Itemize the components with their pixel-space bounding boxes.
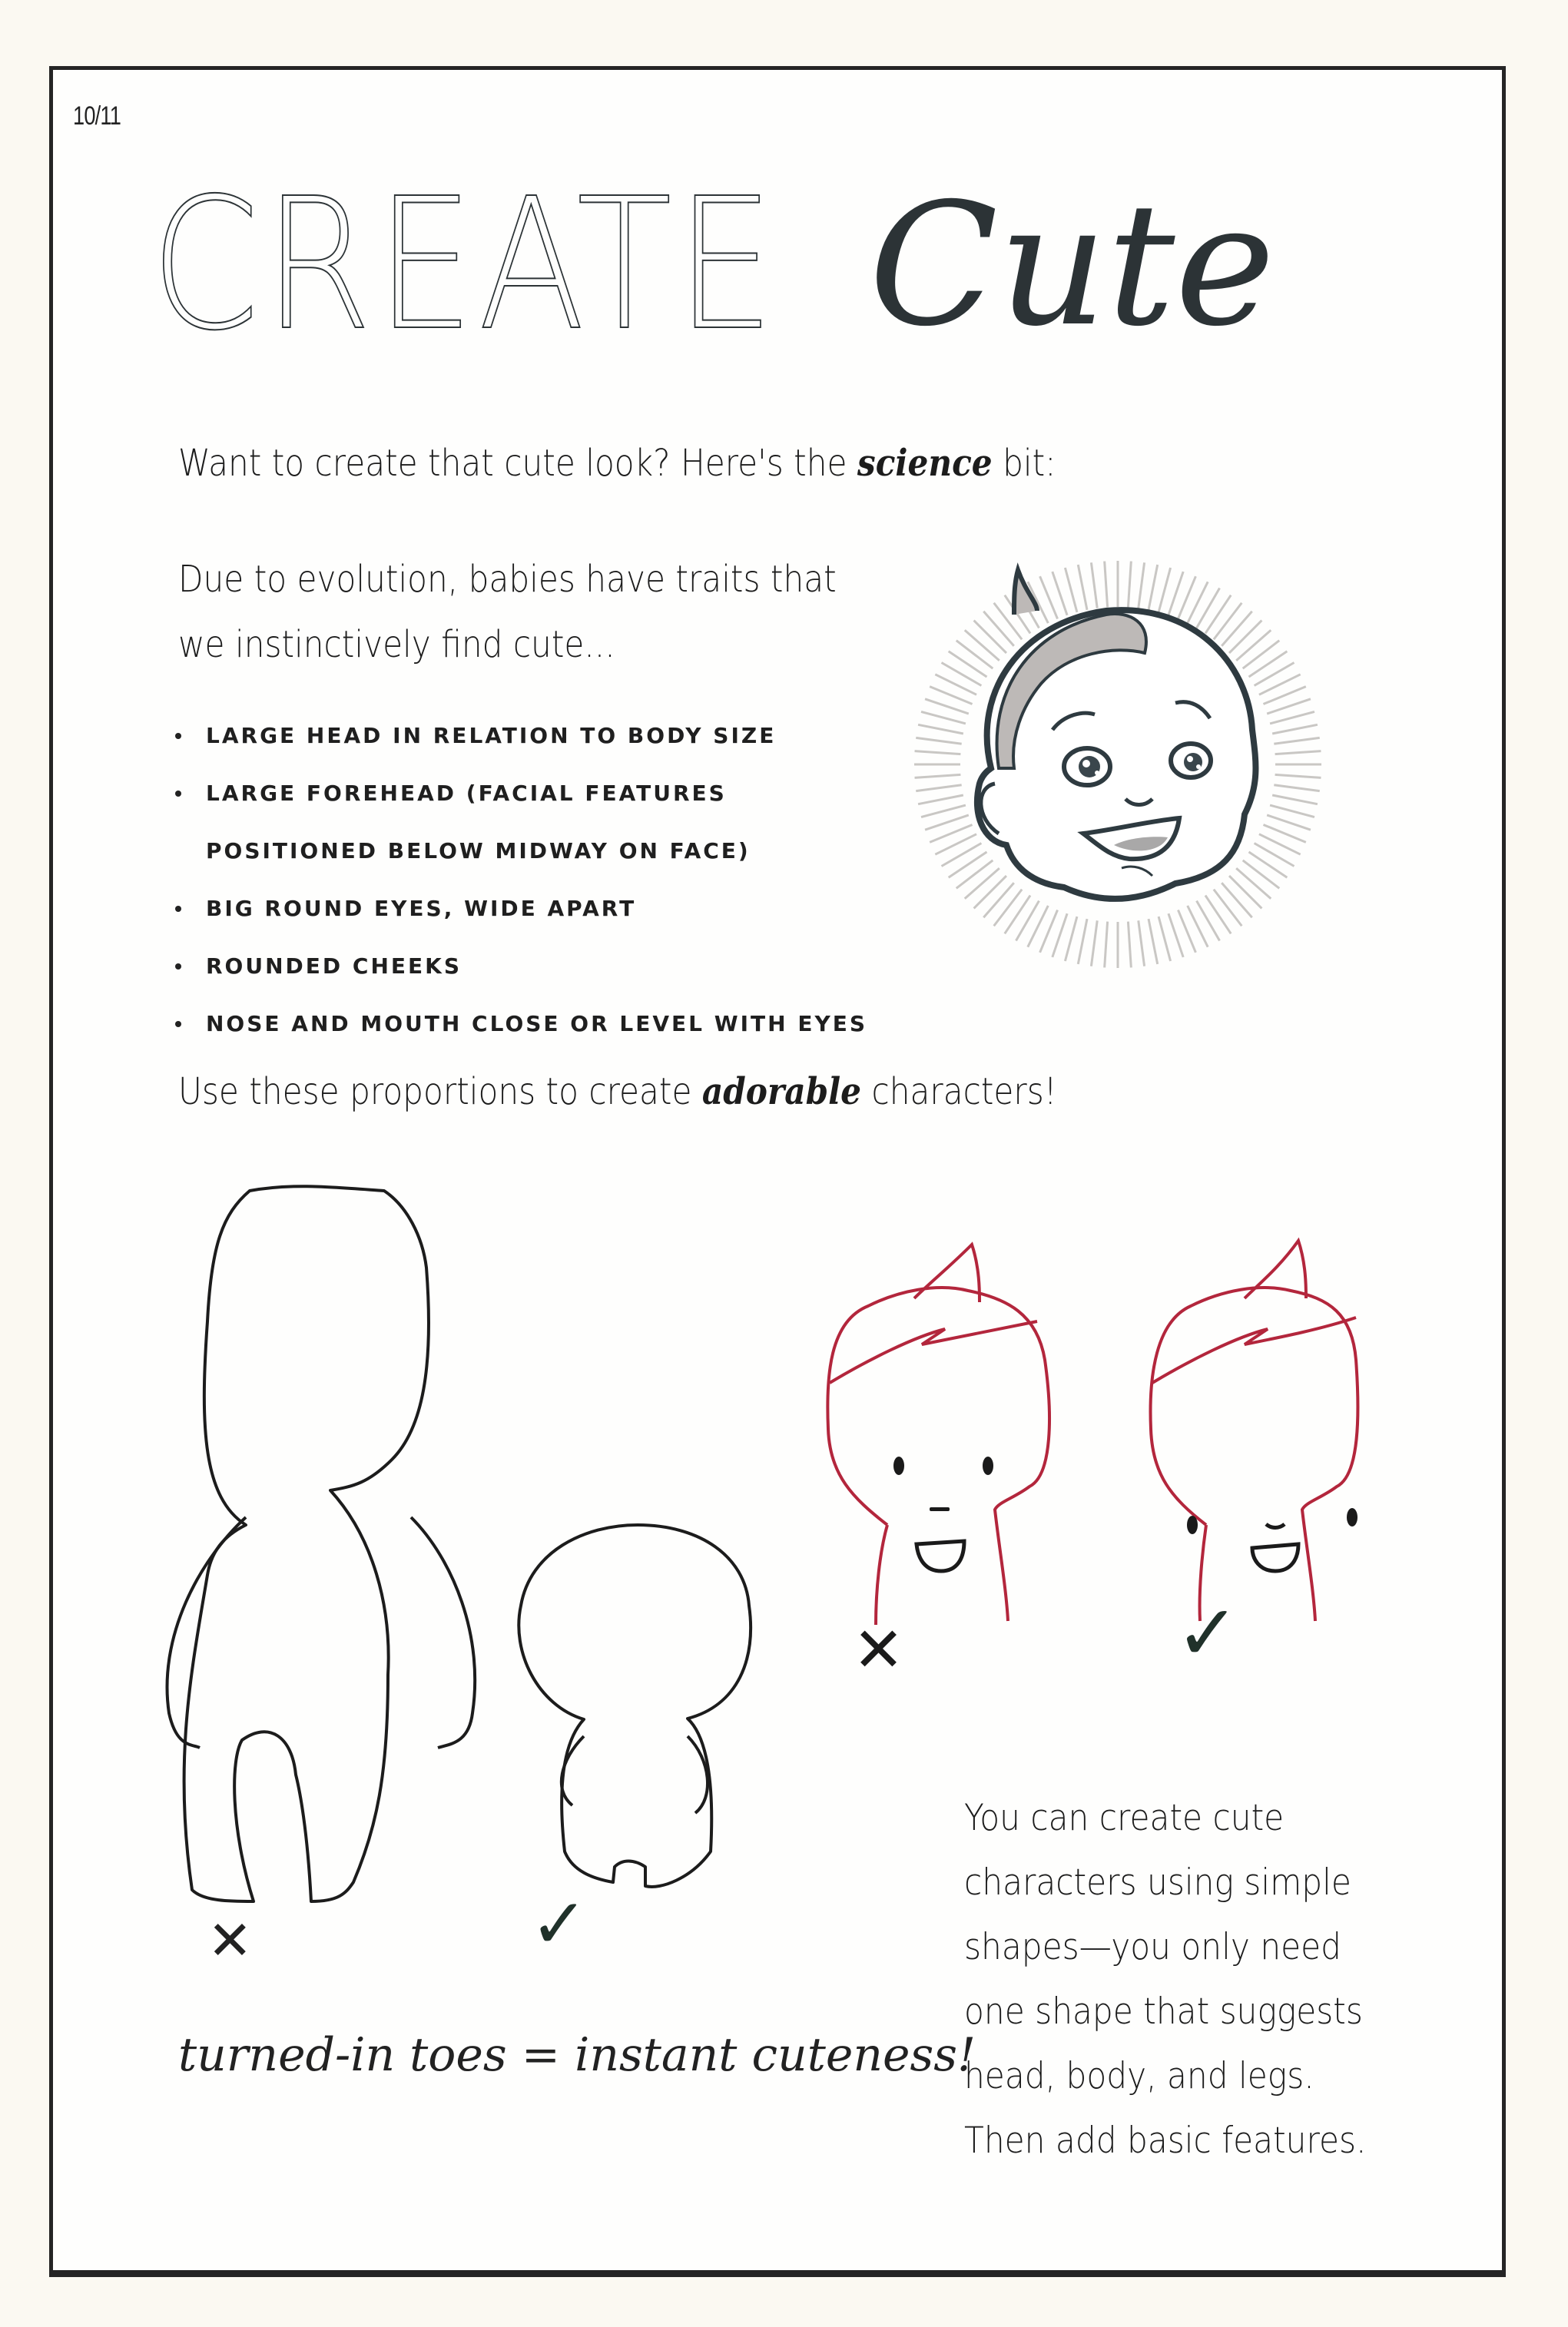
page-number: 10/11 [73,101,121,131]
right-mark-icon: ✓ [530,1884,588,1964]
trait-text: NOSE AND MOUTH CLOSE OR LEVEL WITH EYES [206,1011,868,1036]
wrong-mark-icon: ✕ [207,1909,253,1972]
use-proportions-line [178,1070,1057,1113]
side-text-line: Then add basic features. [964,2120,1367,2162]
trait-text: POSITIONED BELOW MIDWAY ON FACE) [206,838,751,864]
side-text-line: shapes—you only need [964,1926,1342,1968]
head-proportion-figures [807,1222,1421,1698]
side-text-line: characters using simple [964,1861,1351,1904]
paragraph-line: Due to evolution, babies have traits that [178,558,837,601]
bullet-icon [175,906,181,912]
intro-text-end: bit: [992,442,1056,485]
title-script: Cute [869,167,1275,363]
use-text: Use these proportions to create [178,1070,702,1113]
side-text-line: head, body, and legs. [964,2055,1314,2097]
head-wrong [827,1288,1049,1625]
right-mark-icon: ✓ [1175,1588,1240,1678]
side-text-line: You can create cute [964,1797,1285,1839]
traits-list [174,707,867,1052]
toes-caption: turned-in toes = instant cuteness! [178,2028,976,2082]
title-caps: CREATE [151,159,779,370]
evolution-paragraph [178,547,837,678]
wrong-mark-icon: ✕ [853,1614,905,1686]
face-features [893,1457,1357,1571]
trait-text: BIG ROUND EYES, WIDE APART [206,896,637,921]
trait-item [174,880,867,937]
short-figure [519,1525,751,1887]
trait-item [174,764,867,822]
body-proportion-figures [154,1175,784,1982]
trait-item [174,707,867,764]
trait-item [174,995,867,1052]
bullet-icon [175,791,181,797]
bullet-icon [175,963,181,970]
intro-emphasis: science [857,442,993,485]
intro-text: Want to create that cute look? Here's the [178,442,857,485]
trait-text: ROUNDED CHEEKS [206,953,462,979]
side-text-line: one shape that suggests [964,1991,1363,2033]
bullet-icon [175,733,181,739]
trait-text: LARGE FOREHEAD (FACIAL FEATURES [206,781,727,806]
baby-face-illustration [899,538,1329,968]
intro-line [178,442,1056,485]
use-text-end: characters! [861,1070,1057,1113]
trait-text: LARGE HEAD IN RELATION TO BODY SIZE [206,723,777,748]
bullet-icon [175,1021,181,1027]
use-emphasis: adorable [701,1070,862,1113]
trait-item [174,937,867,995]
simple-shapes-text [964,1786,1366,2173]
trait-item-continued [174,822,867,880]
page-title [151,157,1275,373]
paragraph-line: we instinctively find cute... [178,623,615,666]
